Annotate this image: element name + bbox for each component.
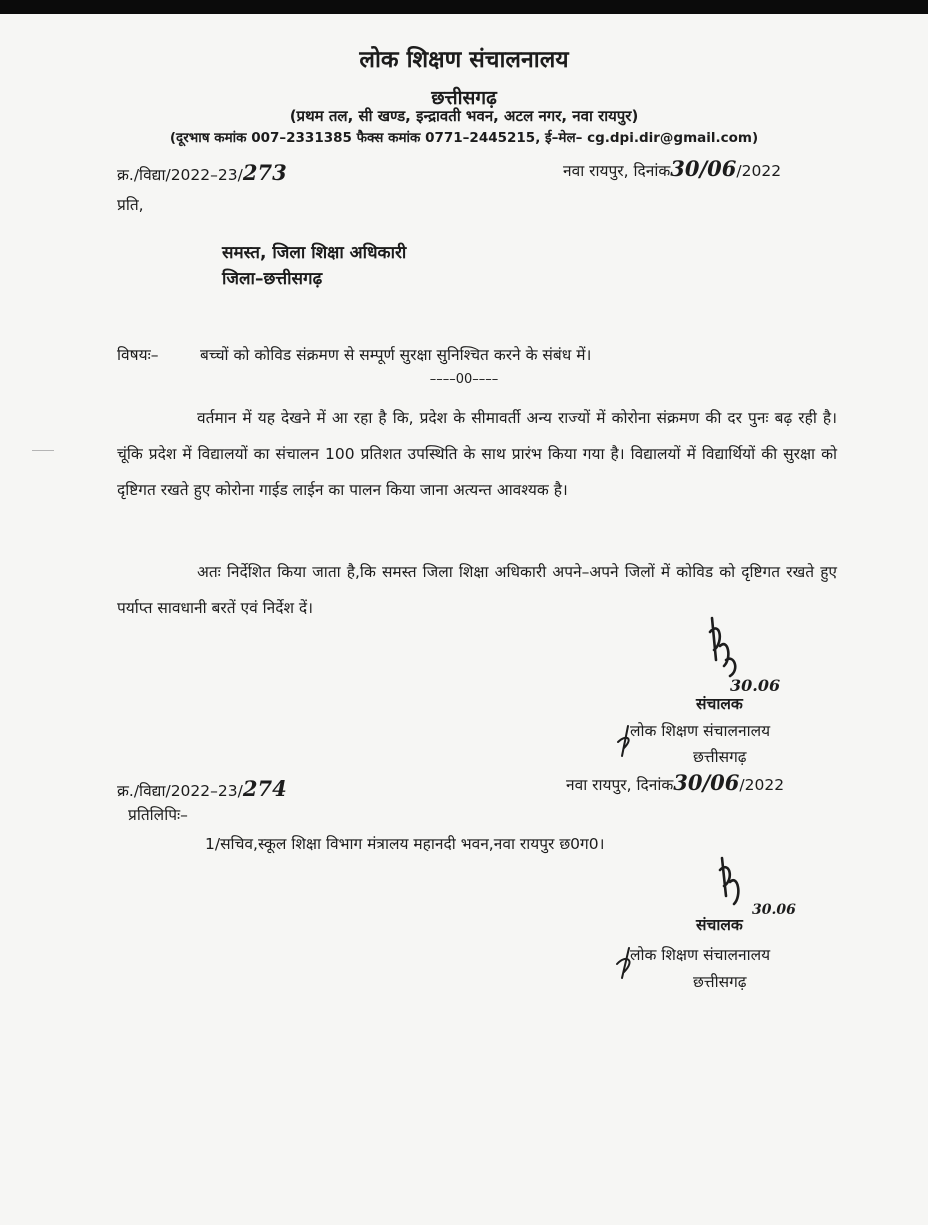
date-year: /2022: [736, 162, 782, 180]
paragraph-1-text: वर्तमान में यह देखने में आ रहा है कि, प्रदेश के सीमावर्ती अन्य राज्यों में कोरोना संक्रमण की दर पुनः बढ़ रही है। चूंकि प्रदेश में विद्यालयों का संचालन 100 प्रतिशत उपस्थिति के साथ प्रारंभ किया गया है। विद्यालयों में विद्यार्थियों की सुरक्षा को दृष्टिगत रखते हुए कोरोना गाईड लाईन का पालन किया जाना अत्यन्त आवश्यक है।: [117, 409, 837, 499]
org-name: लोक शिक्षण संचालनालय: [359, 47, 569, 73]
org-contact: (दूरभाष कमांक 007–2331385 फैक्स कमांक 0771–2445215, ई–मेल– cg.dpi.dir@gmail.com): [169, 130, 759, 146]
separator: ––––00––––: [429, 372, 499, 387]
letter-date: [563, 156, 781, 181]
signature-2-state: छत्तीसगढ़: [693, 973, 747, 991]
copy-item-1: 1/सचिव,स्कूल शिक्षा विभाग मंत्रालय महानदी भवन,नवा रायपुर छ0ग0।: [205, 835, 605, 853]
reference-prefix: क्र./विद्या/2022–23/: [117, 166, 243, 184]
org-address: (प्रथम तल, सी खण्ड, इन्द्रावती भवन, अटल नगर, नवा रायपुर): [289, 107, 639, 125]
body-paragraph-1: [117, 400, 837, 508]
copy-place-date-prefix: नवा रायपुर, दिनांक: [566, 776, 674, 794]
copy-reference-handwritten-number: 274: [242, 776, 287, 801]
recipient-line-1: समस्त, जिला शिक्षा अधिकारी: [222, 243, 407, 263]
copy-reference-prefix: क्र./विद्या/2022–23/: [117, 782, 243, 800]
subject-label: विषयः–: [117, 346, 159, 364]
signature-1-org: लोक शिक्षण संचालनालय: [630, 722, 771, 740]
to-label: प्रति,: [117, 196, 144, 214]
org-state: छत्तीसगढ़: [431, 87, 497, 109]
signature-2-title: संचालक: [696, 916, 743, 934]
handwritten-date: 30/06: [670, 156, 737, 181]
reference-number: [117, 160, 287, 185]
signature-2-date-note: 30.06: [752, 902, 796, 918]
top-dark-border: [0, 0, 928, 14]
copy-label: प्रतिलिपिः–: [128, 806, 188, 824]
copy-date: [566, 770, 784, 795]
signature-2-org: लोक शिक्षण संचालनालय: [630, 946, 771, 964]
signature-1-state: छत्तीसगढ़: [693, 748, 747, 766]
subject-text: बच्चों को कोविड संक्रमण से सम्पूर्ण सुरक्षा सुनिश्चित करने के संबंध में।: [200, 346, 592, 364]
copy-reference-number: [117, 776, 287, 801]
copy-date-year: /2022: [739, 776, 785, 794]
signature-1-title: संचालक: [696, 695, 743, 713]
signature-1-scribble: [700, 610, 760, 680]
signature-1-date-note: 30.06: [730, 676, 781, 695]
recipient-line-2: जिला–छत्तीसगढ़: [222, 269, 323, 289]
place-date-prefix: नवा रायपुर, दिनांक: [563, 162, 671, 180]
reference-handwritten-number: 273: [242, 160, 287, 185]
copy-handwritten-date: 30/06: [673, 770, 740, 795]
paragraph-2-text: अतः निर्देशित किया जाता है,कि समस्त जिला शिक्षा अधिकारी अपने–अपने जिलों में कोविड को दृष्टिगत रखते हुए पर्याप्त सावधानी बरतें एवं निर्देश दें।: [117, 563, 837, 617]
margin-mark: [32, 450, 54, 451]
